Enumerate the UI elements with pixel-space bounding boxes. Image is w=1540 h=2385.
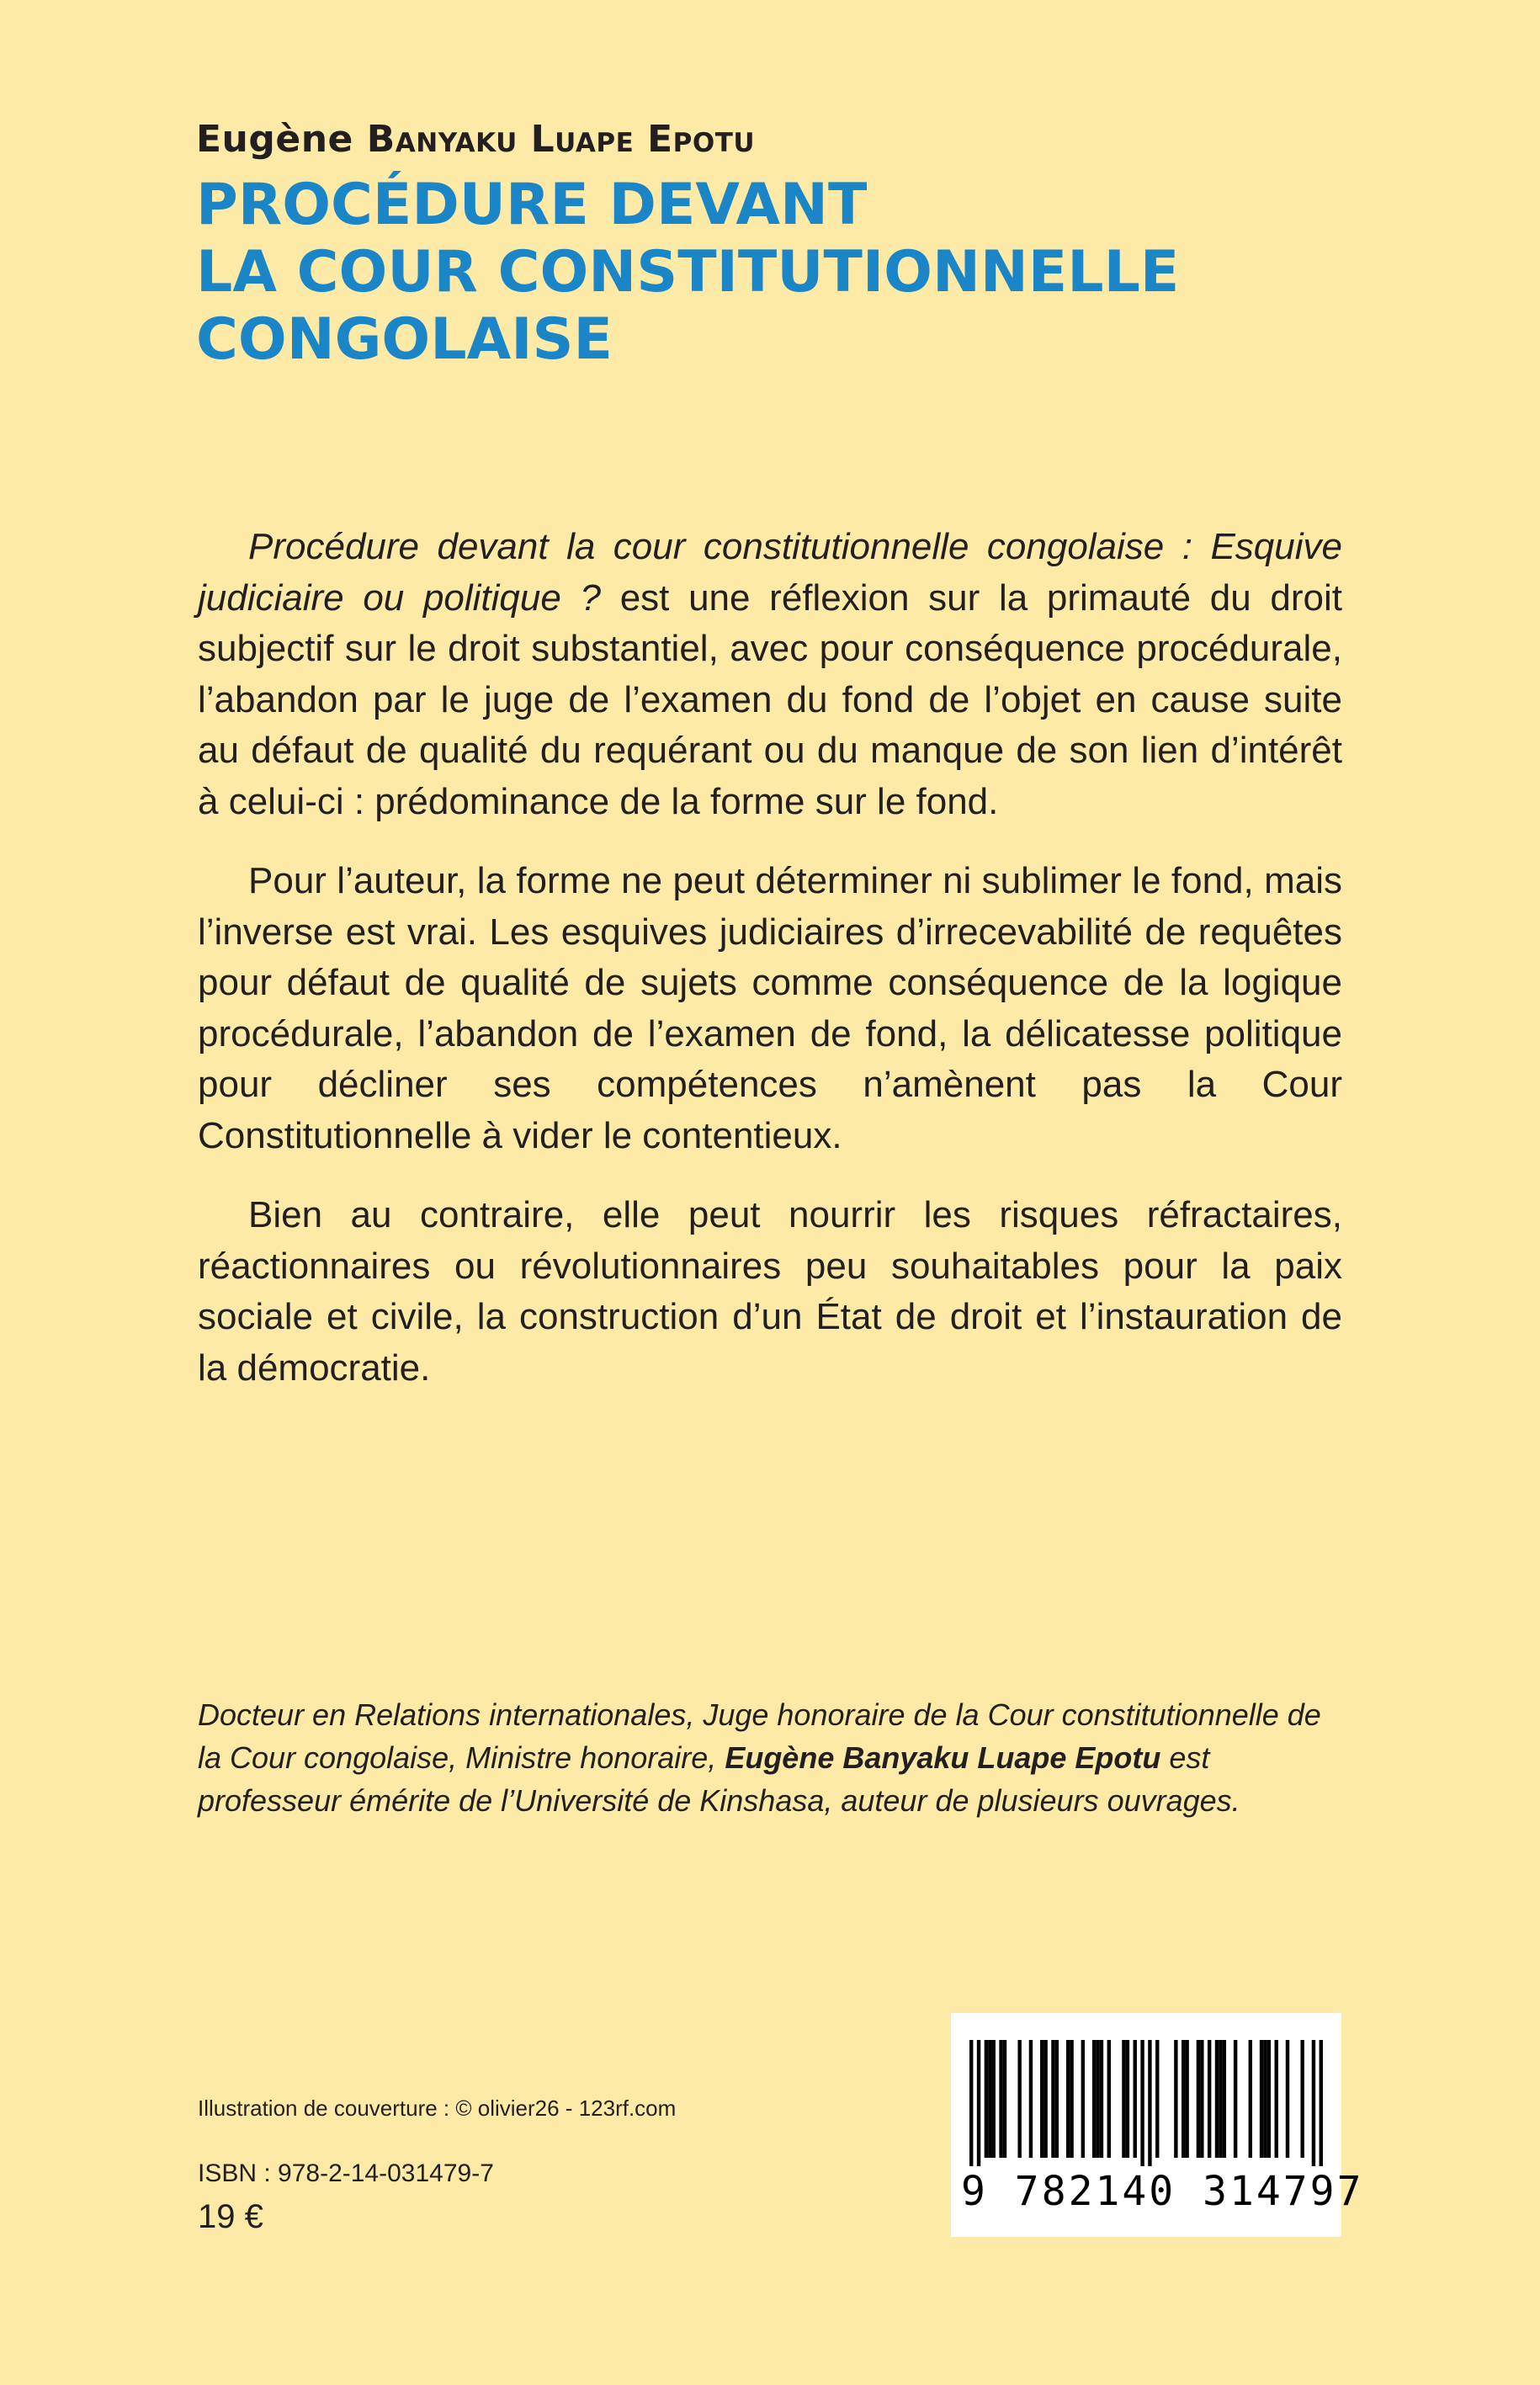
barcode-bar (999, 2040, 1002, 2158)
barcode-bars (969, 2040, 1323, 2166)
barcode-bar (1182, 2040, 1185, 2158)
barcode-bar (1234, 2040, 1237, 2158)
barcode-bar (1185, 2040, 1188, 2158)
barcode-digits: 9 782140 314797 (961, 2168, 1364, 2215)
barcode-bar (1070, 2040, 1073, 2158)
barcode-bar (1148, 2040, 1151, 2166)
barcode-bar (1267, 2040, 1271, 2158)
barcode-bar (1055, 2040, 1059, 2158)
barcode-bar (1320, 2040, 1323, 2166)
barcode-bar (1312, 2040, 1315, 2166)
barcode-bar (1017, 2040, 1021, 2158)
blurb-paragraph-1-text: est une réflexion sur la primauté du droit subjectif sur le droit substantiel, avec pour conséquence procédurale, l’abandon par le juge de l’examen du fond de l’objet en cause suite au défaut de qualité du requérant ou du manque de son lien d’intérêt à celui-ci : prédominance de la forme sur le fond. (198, 576, 1342, 822)
title-line-2: LA COUR CONSTITUTIONNELLE (196, 239, 1180, 305)
bio-author-name: Eugène Banyaku Luape Epotu (725, 1740, 1161, 1775)
barcode-bar (1219, 2040, 1222, 2158)
isbn: ISBN : 978-2-14-031479-7 (198, 2159, 494, 2187)
barcode-bar (1215, 2040, 1219, 2158)
barcode-bar (1122, 2040, 1125, 2158)
barcode-bar (1051, 2040, 1054, 2158)
barcode-bar (1260, 2040, 1263, 2158)
barcode-bar (1003, 2040, 1006, 2158)
barcode-bar (1100, 2040, 1103, 2158)
blurb-paragraph-3: Bien au contraire, elle peut nourrir les risques réfractaires, réactionnaires ou révolutionnaires peu souhaitables pour la paix sociale et civile, la construction d’un État de droit et l’instauration de la démocratie. (198, 1194, 1342, 1389)
barcode-bar (1197, 2040, 1200, 2158)
author-first-name: Eugène (196, 118, 353, 161)
barcode-bar (988, 2040, 991, 2158)
barcode-bar (1208, 2040, 1211, 2158)
blurb-paragraph-2: Pour l’auteur, la forme ne peut déterminer ni sublimer le fond, mais l’inverse est vrai. Les esquives judiciaires d’irrecevabilité de requêtes pour défaut de qualité de sujets comme conséquence de la logique procédurale, l’abandon de l’examen de fond, la délicatesse politique pour décliner ses compétences n’amènent pas la Cour Constitutionnelle à vider le contentieux. (198, 860, 1342, 1156)
barcode-bar (1174, 2040, 1177, 2158)
bio-text-after: est professeur émérite de l’Université de Kinshasa, auteur de plusieurs ouvrages. (198, 1740, 1240, 1818)
barcode-bar (1300, 2040, 1304, 2158)
barcode-bar (1275, 2040, 1278, 2158)
barcode-bar (1043, 2040, 1047, 2158)
barcode-bar (1200, 2040, 1203, 2158)
book-title (196, 172, 1374, 374)
barcode-bar (1140, 2040, 1144, 2166)
cover-credit: Illustration de couverture : © olivier26 - 123rf.com (198, 2096, 677, 2121)
barcode (951, 2013, 1364, 2237)
bio-text-before: Docteur en Relations internationales, Juge honoraire de la Cour constitutionnelle de la Cour congolaise, Ministre honoraire, (198, 1697, 1321, 1775)
title-line-1: PROCÉDURE DEVANT (196, 172, 868, 238)
barcode-bar (1029, 2040, 1033, 2158)
title-line-3: CONGOLAISE (196, 306, 613, 373)
barcode-bar (1249, 2040, 1252, 2158)
price: 19 € (198, 2198, 263, 2235)
barcode-bar (1126, 2040, 1129, 2158)
barcode-bar (1223, 2040, 1226, 2158)
barcode-bar (1096, 2040, 1099, 2158)
barcode-bar (1286, 2040, 1289, 2158)
barcode-bar (992, 2040, 996, 2158)
barcode-bar (1263, 2040, 1267, 2158)
barcode-bar (1134, 2040, 1137, 2158)
barcode-bar (1081, 2040, 1085, 2158)
barcode-bar (1066, 2040, 1070, 2158)
author-bio (198, 1693, 1342, 1822)
author-name (196, 118, 755, 161)
barcode-bar (1092, 2040, 1096, 2158)
barcode-bar (1107, 2040, 1111, 2158)
blurb-title-italic: Procédure devant la cour constitutionnelle congolaise : Esquive judiciaire ou politique ? (198, 526, 1342, 619)
blurb-paragraph-1 (198, 522, 1342, 827)
author-last-name: Banyaku Luape Epotu (366, 118, 756, 161)
barcode-bar (1155, 2040, 1159, 2158)
barcode-bar (1040, 2040, 1043, 2158)
blurb (198, 522, 1342, 1422)
barcode-bar (985, 2040, 988, 2158)
barcode-bar (977, 2040, 980, 2166)
barcode-bar (969, 2040, 973, 2166)
